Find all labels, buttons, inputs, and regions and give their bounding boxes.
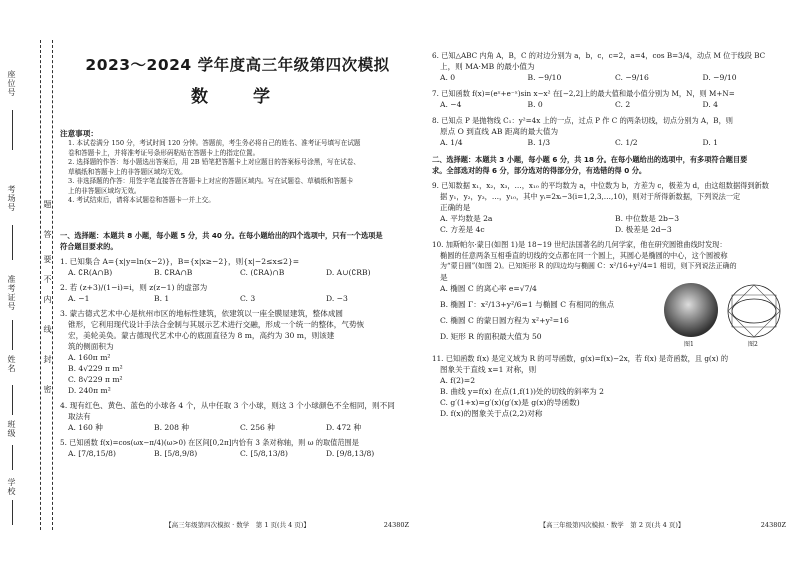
question-10-line: 是 [440,273,448,282]
option[interactable]: C. (∁RA)∩B [240,268,285,277]
question-5-options [60,448,412,459]
option[interactable]: D. 极差是 2d−3 [615,225,672,234]
question-2-options [60,293,412,304]
option[interactable]: C. −9/16 [615,73,649,82]
notes-title: 注意事项： [60,129,98,138]
question-10-option[interactable]: D. 矩形 R 的面积最大值为 50 [440,332,542,341]
seal-char: 不 [43,275,52,284]
note-line: 上的非答题区域均无效。 [68,186,141,195]
question-11-option[interactable]: C. g′(1+x)=g′(x)(g′(x)是 g(x)的导函数) [440,398,580,407]
option[interactable]: B. 中位数是 2b−3 [615,214,680,223]
label-exam-room: 考场号 [7,185,16,212]
question-6-cont: 上，则 MA·MB 的最小值为 [440,62,535,71]
question-3-option[interactable]: B. 4√229 π m² [68,364,123,373]
note-line: 2. 选择题的作答：每小题选出答案后，用 2B 铅笔把答题卡上对应题目的答案标号涂黑，写在试卷、 [68,158,360,166]
figure-2-label: 图2 [748,341,758,348]
label-seat-number: 座位号 [7,70,16,97]
option[interactable]: B. 1 [154,294,170,303]
question-9-cont: 据 y₁，y₂，y₃，…，y₁₀，其中 yᵢ=2xᵢ−3(i=1,2,3,…,10)，则对于所得新数据，下列说法一定 [440,192,741,201]
option[interactable]: B. −9/10 [527,73,562,82]
exam-subject: 数 学 [191,87,284,107]
question-2: 2. 若 (z+3)/(1−i)=i，则 z(z−1) 的虚部为 [60,283,208,292]
figure-1-label: 图1 [684,341,694,348]
question-9-cont: 正确的是 [440,203,471,212]
question-3-option[interactable]: A. 160π m² [68,353,111,362]
question-1: 1. 已知集合 A={x|y=ln(x−2)}，B={x|x≥−2}，则{x|−2≤x≤2}= [60,257,300,266]
question-3-line: 锥形，它利用现代设计手法合金制与其展示艺术进行交融，形成一个统一的整体，气势恢 [68,320,365,329]
question-11: 11. 已知函数 f(x) 是定义域为 R 的可导函数，g(x)=f(x)−2x，若 f(x) 是奇函数，且 g(x) 的 [432,354,729,363]
option[interactable]: C. 3 [240,294,256,303]
section-2-heading-cont: 求。全部选对的得 6 分，部分选对的得部分分，有选错的得 0 分。 [432,166,647,175]
seal-char: 封 [43,355,52,364]
field-name[interactable] [12,385,13,415]
note-line: 卷和答题卡上，并将准考证号条形码粘贴在答题卡上的指定位置。 [68,148,260,157]
label-ticket-number: 准考证号 [7,275,16,311]
page-2 [432,0,792,566]
question-8-options [432,137,790,148]
option[interactable]: C. 方差是 4c [440,225,485,234]
field-seat-number[interactable] [12,110,13,150]
option[interactable]: A. 0 [440,73,456,82]
question-11-option[interactable]: B. 曲线 y=f(x) 在点(1,f(1))处的切线的斜率为 2 [440,387,605,396]
option[interactable]: D. 472 种 [326,423,362,432]
option[interactable]: B. 0 [527,100,543,109]
question-5: 5. 已知函数 f(x)=cos(ωx−π/4)(ω>0) 在区间[0,2π]内恰有 3 条对称轴，则 ω 的取值范围是 [60,438,359,447]
option[interactable]: B. 208 种 [154,423,189,432]
field-ticket-number[interactable] [12,320,13,350]
option[interactable]: A. 160 种 [68,423,103,432]
seal-char: 线 [43,325,52,334]
question-3-option[interactable]: C. 8√229 π m² [68,375,123,384]
exam-title: 2023～2024 学年度高三年级第四次模拟 [85,56,390,74]
question-10-option[interactable]: C. 椭圆 C 的蒙日圆方程为 x²+y²=16 [440,316,569,325]
field-exam-room[interactable] [12,225,13,260]
field-school[interactable] [12,500,13,525]
option[interactable]: D. 4 [702,100,718,109]
page-1 [60,0,415,566]
note-line: 3. 非选择题的作答：用签字笔直接答在答题卡上对应的答题区域内。写在试题卷、草稿纸和答题卡 [68,177,354,185]
option[interactable]: C. 256 种 [240,423,275,432]
question-7: 7. 已知函数 f(x)=(eˣ+e⁻ˣ)sin x−x² 在[−2,2]上的最大值和最小值分别为 M，N，则 M+N= [432,89,735,98]
option[interactable]: C. 2 [615,100,631,109]
label-school: 学校 [7,478,16,496]
question-3-option[interactable]: D. 240π m² [68,386,111,395]
label-name: 姓名 [7,355,16,373]
question-10-line: 为“蒙日圆”(如图 2)。已知矩形 R 的四边均与椭圆 C：x²/16+y²/4=1 相切，则下列说法正确的 [440,262,737,270]
note-line: 草稿纸和答题卡上的非答题区域均无效。 [68,167,187,176]
question-8: 8. 已知点 P 是抛物线 C₁：y²=4x 上的一点，过点 P 作 C 的两条切线，切点分别为 A，B，则 [432,116,733,125]
note-line: 4. 考试结束后，请将本试题卷和答题卡一并上交。 [68,196,215,204]
question-10: 10. 加斯帕尔·蒙日(如图 1)是 18~19 世纪法国著名的几何学家，他在研究圆锥曲线时发现： [432,240,727,249]
option[interactable]: A. −1 [68,294,90,303]
question-11-option[interactable]: D. f(x)的图象关于点(2,2)对称 [440,409,543,418]
footer-code: 24380Z [383,521,409,529]
question-7-options [432,99,790,110]
option[interactable]: A. −4 [440,100,462,109]
question-11-option[interactable]: A. f(2)=2 [440,376,476,385]
seal-char: 要 [43,255,52,264]
question-11-cont: 图象关于直线 x=1 对称，则 [440,365,537,374]
option[interactable]: B. [5/8,9/8) [154,449,198,458]
question-3-line: 筑的侧面积为 [68,342,114,351]
question-8-cont: 原点 O 到直线 AB 距离的最大值为 [440,127,559,136]
question-9-options-row [432,213,790,224]
notes-block [60,128,410,206]
option[interactable]: C. 1/2 [615,138,638,147]
question-10-line: 椭圆的任意两条互相垂直的切线的交点都在同一个圆上，其圆心是椭圆的中心，这个圆被称 [440,251,728,260]
option[interactable]: B. ∁RA∩B [154,268,193,277]
option[interactable]: D. 1 [702,138,718,147]
question-6: 6. 已知△ABC 内角 A，B，C 的对边分别为 a，b，c，c=2，a=4，cos B=3/4，动点 M 位于线段 BC [432,51,766,60]
question-3: 3. 蒙古德式艺术中心是杭州市区的地标性建筑，依建筑以一座全膜屋建筑，整体成圆 [60,309,344,318]
question-4: 4. 现有红色、黄色、蓝色的小球各 4 个，从中任取 3 个小球，则这 3 个小球颜色不全相同，则不同 [60,401,395,410]
section-2-heading: 二、选择题：本题共 3 小题，每小题 6 分，共 18 分。在每小题给出的选项中，有多项符合题目要 [432,155,748,164]
question-9: 9. 已知数据 x₁，x₂，x₃，…，x₁₀ 的平均数为 a，中位数为 b，方差为 c，极差为 d，由这组数据得到新数 [432,181,769,190]
option[interactable]: D. −9/10 [702,73,737,82]
option[interactable]: D. −3 [326,294,348,303]
question-9-options-row [432,224,790,235]
label-class: 班级 [7,420,16,438]
question-4-cont: 取法有 [68,412,91,421]
question-4-options [60,422,412,433]
option[interactable]: A. ∁R(A∩B) [68,268,113,277]
footer-text: 【高三年级第四次模拟 · 数学 第 2 页(共 4 页)】 [539,521,685,529]
question-10-option[interactable]: A. 椭圆 C 的离心率 e=√7/4 [440,284,537,293]
option[interactable]: D. [9/8,13/8) [326,449,375,458]
option[interactable]: A. [7/8,15/8) [68,449,116,458]
field-class[interactable] [12,445,13,470]
question-10-option[interactable]: B. 椭圆 Γ：x²/13+y²/6=1 与椭圆 C 有相同的焦点 [440,300,615,309]
cut-line [40,40,41,530]
seal-char: 题 [43,200,52,209]
section-1-heading: 一、选择题：本题共 8 小题，每小题 5 分，共 40 分。在每小题给出的四个选项中，只有一个选项是 [60,231,383,240]
monge-portrait-figure [664,283,718,337]
question-10-options-area [432,283,790,347]
footer-code: 24380Z [760,521,786,529]
seal-char: 密 [43,385,52,394]
question-6-options [432,72,790,83]
section-1 [60,230,412,459]
option[interactable]: D. A∪(∁RB) [326,268,371,277]
monge-circle-figure [724,283,784,339]
section-1-heading-cont: 符合题目要求的。 [60,242,118,251]
option[interactable]: C. [5/8,13/8) [240,449,288,458]
option[interactable]: A. 1/4 [440,138,463,147]
question-3-line: 宏，美轮美奂。蒙古德现代艺术中心的底面直径为 8 m，高约为 30 m，则该建 [68,331,335,340]
seal-char: 答 [43,230,52,239]
binding-strip [0,0,58,566]
option[interactable]: A. 平均数是 2a [440,214,493,223]
note-line: 1. 本试卷满分 150 分，考试时间 120 分钟。答题前，考生务必将自己的姓名、准考证号填写在试题 [68,139,361,147]
option[interactable]: B. 1/3 [527,138,551,147]
footer-text: 【高三年级第四次模拟 · 数学 第 1 页(共 4 页)】 [165,521,310,529]
cut-line [52,40,53,530]
page-2-content [432,50,790,419]
question-1-options [60,267,412,278]
seal-char: 内 [43,295,52,304]
